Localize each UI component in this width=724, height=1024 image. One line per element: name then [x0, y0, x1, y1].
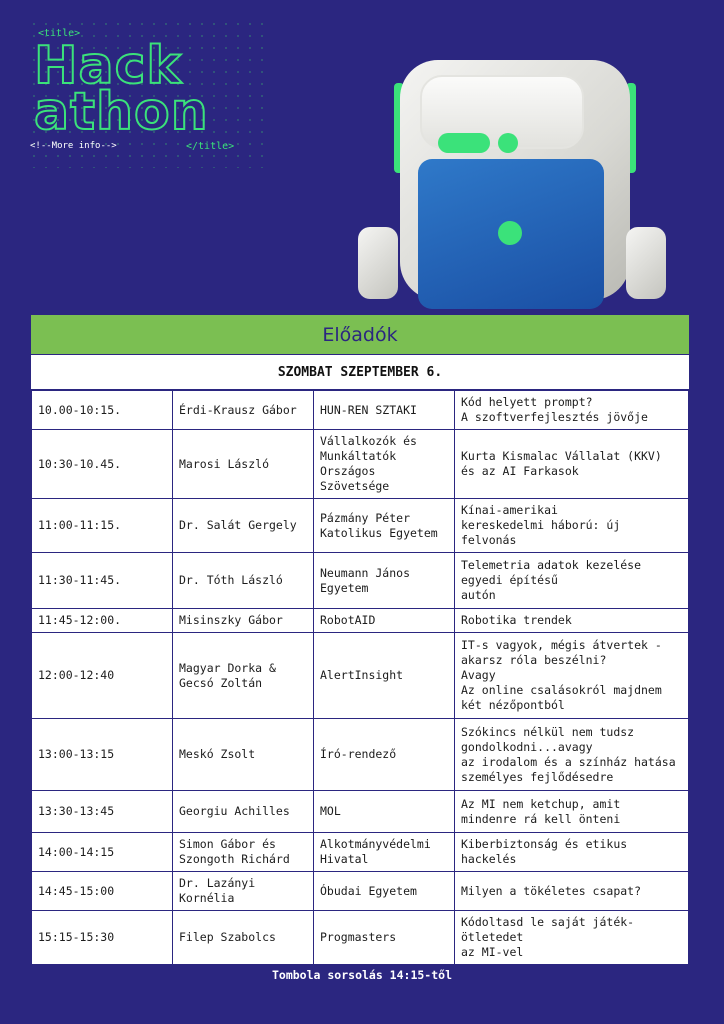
topic-cell: Kiberbiztonság és etikus hackelés — [455, 833, 689, 872]
time-cell: 10.00-10:15. — [32, 391, 173, 430]
topic-cell: Robotika trendek — [455, 609, 689, 633]
speaker-cell: Dr. Tóth László — [173, 553, 314, 609]
time-cell: 11:00-11:15. — [32, 499, 173, 553]
more-info-comment: <!--More info--> — [30, 141, 117, 151]
title-close-tag: </title> — [186, 141, 235, 152]
speaker-cell: Georgiu Achilles — [173, 791, 314, 833]
topic-cell: Kínai-amerikai kereskedelmi háború: új felvonás — [455, 499, 689, 553]
organization-cell: Író-rendező — [314, 719, 455, 791]
time-cell: 13:00-13:15 — [32, 719, 173, 791]
speaker-cell: Érdi-Krausz Gábor — [173, 391, 314, 430]
topic-cell: Milyen a tökéletes csapat? — [455, 872, 689, 911]
schedule-row — [32, 833, 689, 872]
robot-illustration — [350, 55, 680, 320]
time-cell: 13:30-13:45 — [32, 791, 173, 833]
schedule-row — [32, 391, 689, 430]
hackathon-title-line-1: Hack — [34, 36, 183, 96]
organization-cell: Neumann János Egyetem — [314, 553, 455, 609]
organization-cell: Progmasters — [314, 911, 455, 965]
speakers-header: Előadók — [31, 315, 689, 354]
schedule-row — [32, 719, 689, 791]
topic-cell: Kód helyett prompt? A szoftverfejlesztés jövője — [455, 391, 689, 430]
time-cell: 14:00-14:15 — [32, 833, 173, 872]
schedule-grid — [31, 390, 689, 965]
speaker-cell: Meskó Zsolt — [173, 719, 314, 791]
speaker-cell: Marosi László — [173, 430, 314, 499]
schedule-row — [32, 911, 689, 965]
speaker-cell: Filep Szabolcs — [173, 911, 314, 965]
robot-body-button — [498, 221, 522, 245]
organization-cell: RobotAID — [314, 609, 455, 633]
schedule-row — [32, 872, 689, 911]
schedule-row — [32, 499, 689, 553]
topic-cell: Kurta Kismalac Vállalat (KKV) és az AI Farkasok — [455, 430, 689, 499]
schedule-table — [31, 315, 689, 965]
topic-cell: IT-s vagyok, mégis átvertek - akarsz róla beszélni? Avagy Az online csalásokról majdnem két nézőpontból — [455, 633, 689, 719]
robot-indicator-dot — [498, 133, 518, 153]
schedule-row — [32, 791, 689, 833]
speaker-cell: Dr. Salát Gergely — [173, 499, 314, 553]
time-cell: 11:45-12:00. — [32, 609, 173, 633]
raffle-note: Tombola sorsolás 14:15-től — [271, 968, 452, 982]
day-heading: SZOMBAT SZEPTEMBER 6. — [31, 354, 689, 390]
topic-cell: Az MI nem ketchup, amit mindenre rá kell önteni — [455, 791, 689, 833]
speaker-cell: Misinszky Gábor — [173, 609, 314, 633]
time-cell: 12:00-12:40 — [32, 633, 173, 719]
time-cell: 14:45-15:00 — [32, 872, 173, 911]
organization-cell: Vállalkozók és Munkáltatók Országos Szövetsége — [314, 430, 455, 499]
speaker-cell: Dr. Lazányi Kornélia — [173, 872, 314, 911]
organization-cell: AlertInsight — [314, 633, 455, 719]
speaker-cell: Simon Gábor és Szongoth Richárd — [173, 833, 314, 872]
title-open-tag: <title> — [38, 28, 81, 39]
organization-cell: Pázmány Péter Katolikus Egyetem — [314, 499, 455, 553]
schedule-row — [32, 553, 689, 609]
organization-cell: Óbudai Egyetem — [314, 872, 455, 911]
time-cell: 15:15-15:30 — [32, 911, 173, 965]
schedule-row — [32, 609, 689, 633]
organization-cell: Alkotmányvédelmi Hivatal — [314, 833, 455, 872]
schedule-row — [32, 633, 689, 719]
organization-cell: HUN-REN SZTAKI — [314, 391, 455, 430]
speaker-cell: Magyar Dorka & Gecsó Zoltán — [173, 633, 314, 719]
organization-cell: MOL — [314, 791, 455, 833]
time-cell: 10:30-10.45. — [32, 430, 173, 499]
robot-right-arm — [626, 227, 666, 299]
robot-left-arm — [358, 227, 398, 299]
robot-indicator-pill — [438, 133, 490, 153]
schedule-row — [32, 430, 689, 499]
topic-cell: Kódoltasd le saját játék-ötletedet az MI-vel — [455, 911, 689, 965]
topic-cell: Telemetria adatok kezelése egyedi építésű autón — [455, 553, 689, 609]
hackathon-title-line-2: athon — [34, 82, 209, 142]
topic-cell: Szókincs nélkül nem tudsz gondolkodni...avagy az irodalom és a színház hatása személyes fejlődésedre — [455, 719, 689, 791]
time-cell: 11:30-11:45. — [32, 553, 173, 609]
